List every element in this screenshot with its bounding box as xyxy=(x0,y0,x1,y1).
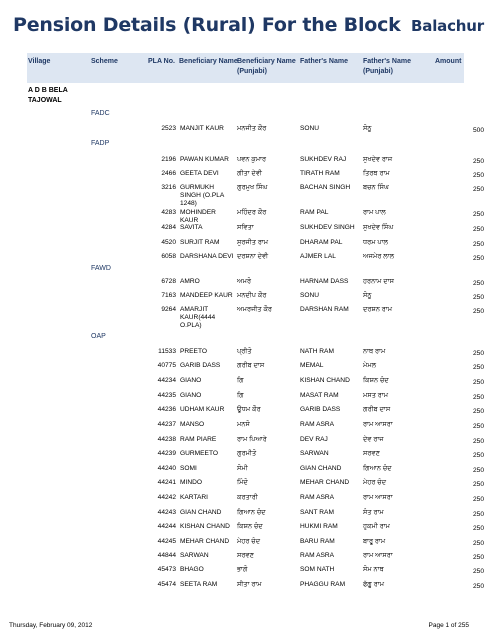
cell-pname: ਦਰਸ਼ਨਾ ਦੇਵੀ xyxy=(237,253,269,260)
cell-fname: SONU xyxy=(300,292,320,299)
cell-fname: SUKHDEV RAJ xyxy=(300,156,347,163)
cell-fname: MEMAL xyxy=(300,362,324,369)
scheme-label: FAWD xyxy=(91,265,111,272)
cell-pla: 11533 xyxy=(158,348,176,355)
cell-amount: 250 xyxy=(472,511,484,518)
footer-date: Thursday, February 09, 2012 xyxy=(9,622,93,629)
footer-page-number: Page 1 of 255 xyxy=(428,622,469,629)
cell-name: UDHAM KAUR xyxy=(180,406,225,413)
cell-pla: 45473 xyxy=(157,566,176,573)
cell-pla: 7163 xyxy=(161,292,176,299)
header-fathers-name-punjabi: Father's Name (Punjabi) xyxy=(363,58,411,75)
header-scheme: Scheme xyxy=(91,58,118,65)
table-row xyxy=(0,306,495,329)
header-beneficiary-name-punjabi: Beneficiary Name (Punjabi) xyxy=(237,58,296,75)
header-amount: Amount xyxy=(435,58,462,65)
cell-name: AMRO xyxy=(180,278,200,285)
cell-pfname: ਸਰਵਣ xyxy=(363,450,380,457)
cell-pname: ਕਰਤਾਰੀ xyxy=(237,494,258,501)
cell-name: GURMUKH SINGH (O.PLA 1248) xyxy=(180,184,224,207)
cell-pla: 2196 xyxy=(161,156,176,163)
cell-pname: ਗੁਰਮੀਤੋ xyxy=(237,450,257,457)
table-row xyxy=(0,125,495,145)
cell-amount: 250 xyxy=(472,308,484,315)
cell-fname: DARSHAN RAM xyxy=(300,306,349,313)
cell-amount: 500 xyxy=(472,127,484,134)
cell-name: KARTARI xyxy=(180,494,208,501)
cell-amount: 250 xyxy=(472,467,484,474)
cell-pname: ਮਨਸੋ xyxy=(237,421,250,428)
cell-pla: 44844 xyxy=(157,552,176,559)
cell-amount: 250 xyxy=(472,568,484,575)
cell-pname: ਮਿੰਦੋ xyxy=(237,479,248,486)
cell-pfname: ਦੇਵ ਰਾਜ xyxy=(363,436,384,443)
cell-pname: ਸਵਿਤਾ xyxy=(237,224,254,231)
cell-pfname: ਬਚਨ ਸਿੰਘ xyxy=(363,184,389,191)
cell-pfname: ਸੋਨੂ xyxy=(363,292,372,299)
header-beneficiary-name: Beneficiary Name xyxy=(179,58,238,65)
cell-pla: 44238 xyxy=(157,436,176,443)
cell-fname: HARNAM DASS xyxy=(300,278,349,285)
cell-pfname: ਬਾਰੂ ਰਾਮ xyxy=(363,538,386,545)
cell-pla: 44234 xyxy=(157,377,176,384)
cell-pla: 4283 xyxy=(161,209,176,216)
cell-amount: 250 xyxy=(472,241,484,248)
cell-amount: 250 xyxy=(472,525,484,532)
cell-amount: 250 xyxy=(472,280,484,287)
cell-pfname: ਗਿਆਨ ਚੰਦ xyxy=(363,465,392,472)
cell-pla: 44243 xyxy=(157,509,176,516)
cell-fname: AJMER LAL xyxy=(300,253,336,260)
cell-pname: ਸੁਰਜੀਤ ਰਾਮ xyxy=(237,239,269,246)
cell-name: GURMEETO xyxy=(180,450,218,457)
cell-amount: 250 xyxy=(472,379,484,386)
cell-pname: ਪਵਨ ਕੁਮਾਰ xyxy=(237,156,267,163)
cell-pla: 44240 xyxy=(157,465,176,472)
cell-amount: 250 xyxy=(472,452,484,459)
cell-amount: 250 xyxy=(472,186,484,193)
cell-name: SOMI xyxy=(180,465,197,472)
cell-fname: PHAGGU RAM xyxy=(300,581,346,588)
cell-pname: ਗਿ xyxy=(237,392,244,399)
cell-fname: TIRATH RAM xyxy=(300,170,340,177)
cell-name: PAWAN KUMAR xyxy=(180,156,229,163)
cell-fname: MASAT RAM xyxy=(300,392,339,399)
cell-pfname: ਧਰਮ ਪਾਲ xyxy=(363,239,389,246)
cell-pfname: ਹੁਕਮੀ ਰਾਮ xyxy=(363,523,391,530)
cell-name: GARIB DASS xyxy=(180,362,221,369)
cell-pfname: ਸੋਮ ਨਾਥ xyxy=(363,566,384,573)
cell-name: SAVITA xyxy=(180,224,203,231)
cell-amount: 250 xyxy=(472,255,484,262)
cell-pla: 44242 xyxy=(157,494,176,501)
cell-fname: RAM ASRA xyxy=(300,494,335,501)
cell-fname: DHARAM PAL xyxy=(300,239,343,246)
table-row xyxy=(0,581,495,601)
cell-pfname: ਤਿਰਥ ਰਾਮ xyxy=(363,170,390,177)
cell-pla: 6728 xyxy=(161,278,176,285)
cell-pname: ਅਮਰੋ xyxy=(237,278,252,285)
cell-fname: RAM PAL xyxy=(300,209,329,216)
cell-fname: HUKMI RAM xyxy=(300,523,338,530)
cell-fname: BARU RAM xyxy=(300,538,335,545)
cell-amount: 250 xyxy=(472,294,484,301)
cell-pfname: ਹਰਨਾਮ ਦਾਸ xyxy=(363,278,394,285)
cell-pla: 2523 xyxy=(161,125,176,132)
cell-fname: SUKHDEV SINGH xyxy=(300,224,355,231)
cell-pfname: ਸੋਨੂ xyxy=(363,125,372,132)
cell-pla: 44239 xyxy=(157,450,176,457)
cell-pname: ਗੀਤਾ ਦੇਵੀ xyxy=(237,170,262,177)
cell-pname: ਪ੍ਰੀਤੋ xyxy=(237,348,252,355)
cell-name: SURJIT RAM xyxy=(180,239,220,246)
header-pla-no: PLA No. xyxy=(148,58,175,65)
cell-pname: ਊਧਮ ਕੌਰ xyxy=(237,406,261,413)
cell-amount: 250 xyxy=(472,394,484,401)
cell-fname: SOM NATH xyxy=(300,566,335,573)
cell-name: MANSO xyxy=(180,421,205,428)
page-title xyxy=(13,14,484,36)
cell-pname: ਗਿਆਨ ਚੰਦ xyxy=(237,509,266,516)
header-fathers-name: Father's Name xyxy=(300,58,348,65)
cell-pfname: ਫੱਗੂ ਰਾਮ xyxy=(363,581,385,588)
cell-name: GIANO xyxy=(180,377,202,384)
title-text: Pension Details (Rural) For the Block xyxy=(13,14,401,36)
cell-fname: BACHAN SINGH xyxy=(300,184,351,191)
cell-pla: 9264 xyxy=(161,306,176,313)
cell-pname: ਮਹਿੰਦਰ ਕੌਰ xyxy=(237,209,267,216)
cell-pname: ਮਨਜੀਤ ਕੌਰ xyxy=(237,125,267,132)
cell-pla: 40775 xyxy=(157,362,176,369)
cell-fname: GARIB DASS xyxy=(300,406,341,413)
cell-amount: 250 xyxy=(472,423,484,430)
cell-pfname: ਰਾਮ ਆਸਰਾ xyxy=(363,552,393,559)
cell-pla: 44237 xyxy=(157,421,176,428)
cell-name: MOHINDER KAUR xyxy=(180,209,216,224)
cell-pla: 3216 xyxy=(161,184,176,191)
table-row xyxy=(0,184,495,207)
cell-name: KISHAN CHAND xyxy=(180,523,230,530)
cell-name: RAM PIARE xyxy=(180,436,217,443)
cell-name: SEETA RAM xyxy=(180,581,218,588)
cell-amount: 250 xyxy=(472,554,484,561)
cell-pname: ਮੇਹਰ ਚੰਦ xyxy=(237,538,261,545)
cell-fname: DEV RAJ xyxy=(300,436,328,443)
cell-name: MINDO xyxy=(180,479,202,486)
cell-name: GIAN CHAND xyxy=(180,509,222,516)
cell-name: AMARJIT KAUR(4444 O.PLA) xyxy=(180,306,216,329)
cell-name: MANDEEP KAUR xyxy=(180,292,233,299)
cell-fname: KISHAN CHAND xyxy=(300,377,350,384)
cell-fname: RAM ASRA xyxy=(300,552,335,559)
cell-name: PREETO xyxy=(180,348,207,355)
cell-pname: ਕਿਸ਼ਨ ਚੰਦ xyxy=(237,523,263,530)
cell-amount: 250 xyxy=(472,158,484,165)
table-header xyxy=(27,53,464,83)
cell-pfname: ਸੁਖਦੇਵ ਰਾਜ xyxy=(363,156,393,163)
cell-pfname: ਰਾਮ ਪਾਲ xyxy=(363,209,386,216)
cell-pfname: ਮਸਤ ਰਾਮ xyxy=(363,392,389,399)
cell-amount: 250 xyxy=(472,226,484,233)
cell-amount: 250 xyxy=(472,496,484,503)
cell-pfname: ਗਰੀਬ ਦਾਸ xyxy=(363,406,391,413)
cell-amount: 250 xyxy=(472,438,484,445)
cell-pla: 44241 xyxy=(157,479,176,486)
cell-pla: 44244 xyxy=(157,523,176,530)
cell-pname: ਰਾਮ ਪਿਆਰੇ xyxy=(237,436,267,443)
scheme-label: FADC xyxy=(91,110,110,117)
cell-pfname: ਮੇਹਰ ਚੰਦ xyxy=(363,479,387,486)
cell-pla: 44236 xyxy=(157,406,176,413)
cell-pname: ਗਰੀਬ ਦਾਸ xyxy=(237,362,265,369)
cell-fname: SARWAN xyxy=(300,450,329,457)
cell-pla: 6058 xyxy=(161,253,176,260)
header-village: Village xyxy=(28,58,51,65)
cell-fname: RAM ASRA xyxy=(300,421,335,428)
cell-pla: 44245 xyxy=(157,538,176,545)
cell-name: SARWAN xyxy=(180,552,209,559)
cell-name: MANJIT KAUR xyxy=(180,125,224,132)
cell-pfname: ਸੁਖਦੇਵ ਸਿੰਘ xyxy=(363,224,394,231)
cell-pfname: ਰਾਮ ਆਸਰਾ xyxy=(363,494,393,501)
cell-pfname: ਦਰਸ਼ਨ ਰਾਮ xyxy=(363,306,393,313)
cell-amount: 250 xyxy=(472,540,484,547)
cell-amount: 250 xyxy=(472,408,484,415)
cell-pla: 4520 xyxy=(161,239,176,246)
cell-pfname: ਸੰਤ ਰਾਮ xyxy=(363,509,384,516)
cell-pla: 4284 xyxy=(161,224,176,231)
cell-pname: ਸਰਵਣ xyxy=(237,552,254,559)
cell-pname: ਮਨਦੀਪ ਕੌਰ xyxy=(237,292,267,299)
cell-amount: 250 xyxy=(472,583,484,590)
cell-pla: 44235 xyxy=(157,392,176,399)
cell-fname: GIAN CHAND xyxy=(300,465,342,472)
cell-fname: NATH RAM xyxy=(300,348,334,355)
cell-fname: SANT RAM xyxy=(300,509,334,516)
cell-pname: ਸੀਤਾ ਰਾਮ xyxy=(237,581,262,588)
cell-name: BHAGO xyxy=(180,566,204,573)
cell-name: GIANO xyxy=(180,392,202,399)
scheme-label: OAP xyxy=(91,333,106,340)
cell-fname: SONU xyxy=(300,125,320,132)
cell-pfname: ਮੇਮਲ xyxy=(363,362,377,369)
block-name: Balachur xyxy=(411,17,484,35)
cell-name: MEHAR CHAND xyxy=(180,538,230,545)
cell-pla: 2466 xyxy=(161,170,176,177)
cell-amount: 250 xyxy=(472,350,484,357)
cell-pfname: ਨਾਥ ਰਾਮ xyxy=(363,348,386,355)
cell-pname: ਅਮਰਜੀਤ ਕੌਰ xyxy=(237,306,273,313)
cell-amount: 250 xyxy=(472,364,484,371)
cell-pname: ਭਾਗੋ xyxy=(237,566,248,573)
cell-pfname: ਰਾਮ ਆਸਰਾ xyxy=(363,421,393,428)
cell-pfname: ਅਜਮੇਰ ਲਾਲ xyxy=(363,253,395,260)
cell-amount: 250 xyxy=(472,481,484,488)
cell-amount: 250 xyxy=(472,211,484,218)
cell-pfname: ਕਿਸ਼ਨ ਚੰਦ xyxy=(363,377,389,384)
cell-pla: 45474 xyxy=(157,581,176,588)
cell-pname: ਗਿ xyxy=(237,377,244,384)
village-name: A D B BELA TAJOWAL xyxy=(28,87,68,104)
cell-name: GEETA DEVI xyxy=(180,170,219,177)
cell-fname: MEHAR CHAND xyxy=(300,479,350,486)
cell-name: DARSHANA DEVI xyxy=(180,253,234,260)
scheme-label: FADP xyxy=(91,140,110,147)
cell-pname: ਸੋਮੀ xyxy=(237,465,248,472)
cell-amount: 250 xyxy=(472,172,484,179)
cell-pname: ਗੁਰਮੁਖ ਸਿੰਘ xyxy=(237,184,268,191)
table-row xyxy=(0,253,495,273)
